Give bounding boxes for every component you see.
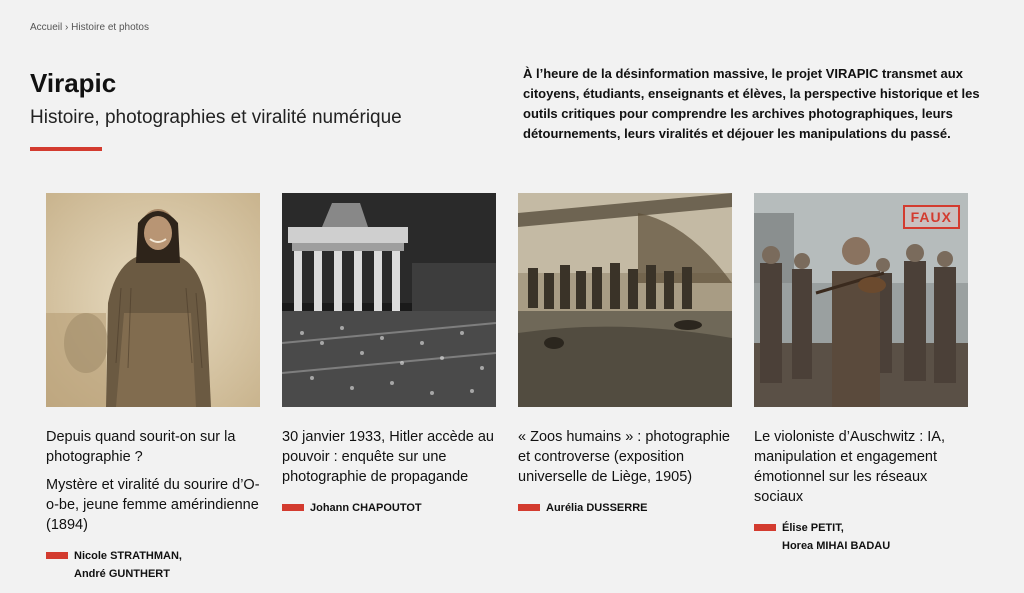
card-title[interactable]: Le violoniste d’Auschwitz : IA, manipulation et engagement émotionnel sur les réseaux sociaux — [754, 429, 946, 505]
card-authors — [282, 499, 498, 517]
author-marker — [46, 552, 68, 559]
fake-stamp-badge: FAUX — [903, 205, 960, 229]
card-authors — [46, 547, 262, 583]
card-image-human-zoos[interactable] — [518, 193, 732, 407]
breadcrumb-current: Histoire et photos — [71, 22, 149, 33]
author-name: André GUNTHERT — [74, 568, 170, 580]
author-name: Nicole STRATHMAN, — [74, 550, 182, 562]
card-title[interactable]: « Zoos humains » : photographie et controverse (exposition universelle de Liège, 1905) — [518, 429, 730, 485]
page-title: Virapic — [30, 68, 117, 98]
intro-text: À l’heure de la désinformation massive, le projet VIRAPIC transmet aux citoyens, étudiants, enseignants et élèves, la perspective historique et les outils critiques pour comprendre les archives photographiques, leurs détournements, leurs viralités et déjouer les manipulations du passé. — [523, 66, 980, 141]
article-card-auschwitz-violinist[interactable] — [754, 193, 970, 555]
author-marker — [518, 504, 540, 511]
card-title[interactable]: 30 janvier 1933, Hitler accède au pouvoir : enquête sur une photographie de propagande — [282, 429, 494, 485]
card-title[interactable]: Depuis quand sourit-on sur la photographie ? — [46, 429, 236, 465]
author-name: Johann CHAPOUTOT — [310, 502, 422, 514]
card-image-auschwitz-violinist[interactable] — [754, 193, 968, 407]
card-image-smile[interactable] — [46, 193, 260, 407]
article-card-smile[interactable] — [46, 193, 262, 583]
card-authors — [518, 499, 734, 517]
article-card-human-zoos[interactable] — [518, 193, 734, 517]
author-name: Élise PETIT, — [782, 522, 844, 534]
card-subtitle: Mystère et viralité du sourire d’O-o-be, jeune femme amérindienne (1894) — [46, 477, 260, 533]
article-card-hitler-1933[interactable] — [282, 193, 498, 517]
breadcrumb — [30, 22, 149, 33]
title-underline — [30, 147, 102, 151]
breadcrumb-separator: › — [65, 22, 69, 33]
page-subtitle: Histoire, photographies et viralité numérique — [30, 107, 402, 128]
author-marker — [282, 504, 304, 511]
card-image-hitler-1933[interactable] — [282, 193, 496, 407]
author-marker — [754, 524, 776, 531]
author-name: Horea MIHAI BADAU — [782, 540, 891, 552]
card-authors — [754, 519, 970, 555]
author-name: Aurélia DUSSERRE — [546, 502, 648, 514]
breadcrumb-home-link[interactable]: Accueil — [30, 22, 63, 33]
